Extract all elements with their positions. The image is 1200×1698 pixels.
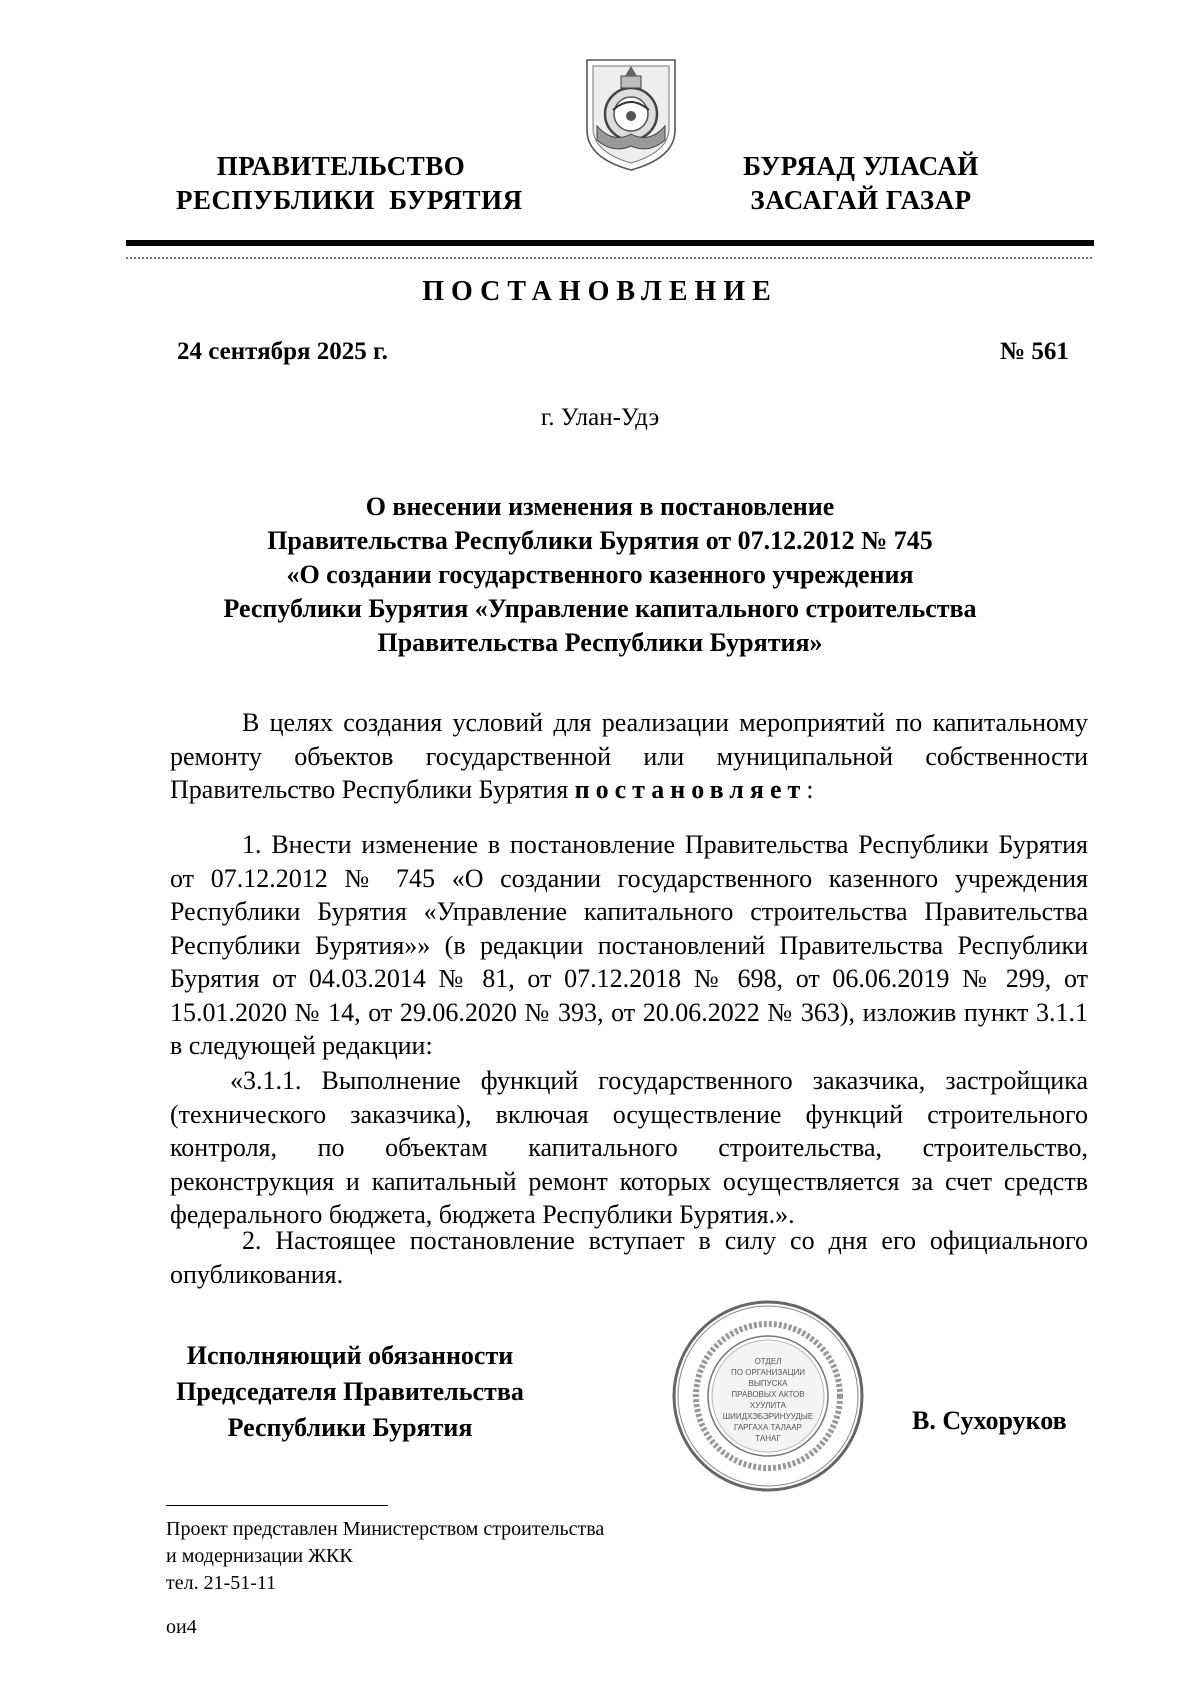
document-type: ПОСТАНОВЛЕНИЕ xyxy=(422,276,778,307)
title-line: Правительства Республики Бурятия от 07.12.2012 № 745 xyxy=(267,526,933,555)
official-seal-stamp xyxy=(670,1298,866,1494)
preamble-paragraph xyxy=(170,706,1088,807)
signatory-title xyxy=(160,1338,540,1446)
stamp-text: ПРАВОВЫХ АКТОВ xyxy=(731,1390,805,1399)
signatory-title-line: Республики Бурятия xyxy=(227,1413,473,1442)
document-city: г. Улан-Удэ xyxy=(540,404,660,431)
preamble-tail: : xyxy=(806,775,814,804)
signatory-title-line: Исполняющий обязанности xyxy=(186,1341,514,1370)
stamp-text: ХУУЛИТА xyxy=(749,1401,787,1410)
header-divider-thin xyxy=(126,257,1094,259)
footer-divider xyxy=(166,1505,388,1506)
stamp-text: ШИИДХЭБЭРИНУУДЫЕ xyxy=(722,1412,814,1421)
title-line: Правительства Республики Бурятия» xyxy=(377,628,823,657)
coat-of-arms-emblem xyxy=(583,54,679,172)
stamp-text: ОТДЕЛ xyxy=(754,1357,782,1366)
header-divider-thick xyxy=(126,240,1094,246)
signatory-title-line: Председателя Правительства xyxy=(176,1377,524,1406)
item-1-quote-paragraph: «3.1.1. Выполнение функций государственного заказчика, застройщика (технического заказчика), включая осуществление функций строительного контроля, по объектам капитального строительства, строительство, реконструкция и капитальный ремонт которых осуществляется за счет средств федерального бюджета, бюджета Республики Бурятия.». xyxy=(170,1066,1088,1229)
header-right-line2: ЗАСАГАЙ ГАЗАР xyxy=(750,185,972,215)
title-line: Республики Бурятия «Управление капитального строительства xyxy=(223,594,977,623)
decree-word: постановляет xyxy=(574,775,807,804)
title-line: О внесении изменения в постановление xyxy=(365,492,835,521)
preamble-text: В целях создания условий для реализации мероприятий по капитальному ремонту объектов государственной или муниципальной собственности Правительство Республики Бурятия xyxy=(170,708,1088,804)
stamp-text: ГАРГАХА ТАЛААР xyxy=(734,1423,802,1432)
header-left-line1: ПРАВИТЕЛЬСТВО xyxy=(216,151,466,181)
title-line: «О создании государственного казенного учреждения xyxy=(286,560,914,589)
item-1-paragraph: 1. Внести изменение в постановление Правительства Республики Бурятия от 07.12.2012 № 745 «О создании государственного казенного учреждения Республики Бурятия «Управление капитального строительства Правительства Республики Бурятия»» (в редакции постановлений Правительства Республики Бурятия от 04.03.2014 № 81, от 07.12.2018 № 698, от 06.06.2019 № 299, от 15.01.2020 № 14, от 29.06.2020 № 393, от 20.06.2022 № 363), изложив пункт 3.1.1 в следующей редакции: xyxy=(170,830,1088,1060)
footer-note xyxy=(166,1516,604,1597)
footer-phone: тел. 21-51-11 xyxy=(166,1572,277,1594)
footer-line: и модернизации ЖКК xyxy=(166,1545,353,1567)
stamp-text: ВЫПУСКА xyxy=(748,1379,788,1388)
stamp-text: ТАНАГ xyxy=(755,1434,781,1443)
document-title xyxy=(150,490,1050,660)
item-2-paragraph: 2. Настоящее постановление вступает в силу со дня его официального опубликования. xyxy=(170,1226,1088,1289)
footer-code: ои4 xyxy=(166,1616,197,1638)
header-left-line2: РЕСПУБЛИКИ БУРЯТИЯ xyxy=(176,185,523,215)
document-number: № 561 xyxy=(1000,338,1069,365)
header-right xyxy=(716,149,1006,217)
footer-line: Проект представлен Министерством строительства xyxy=(166,1518,605,1540)
document-date: 24 сентября 2025 г. xyxy=(177,338,388,365)
stamp-text: ПО ОРГАНИЗАЦИИ xyxy=(731,1368,805,1377)
header-right-line1: БУРЯАД УЛАСАЙ xyxy=(743,151,979,181)
signatory-name: В. Сухоруков xyxy=(912,1406,1067,1435)
header-left xyxy=(176,149,523,217)
